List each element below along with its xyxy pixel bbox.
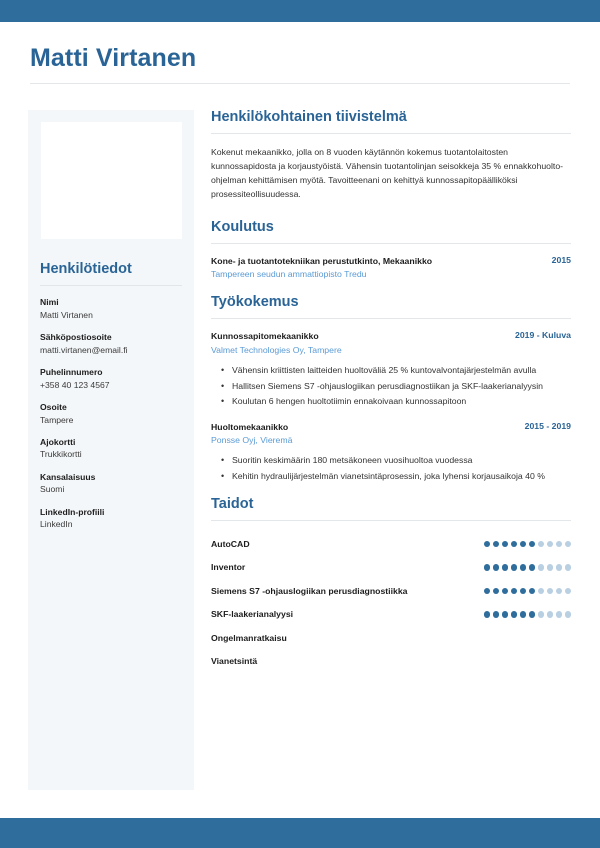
rating-dot-filled bbox=[520, 611, 526, 617]
experience-entry-header bbox=[211, 330, 571, 343]
rating-dot-empty bbox=[547, 564, 553, 570]
rating-dot-empty bbox=[547, 588, 553, 594]
name-block bbox=[30, 44, 570, 84]
personal-details-list bbox=[40, 296, 182, 530]
personal-detail-label: Ajokortti bbox=[40, 437, 76, 448]
rating-dot-filled bbox=[520, 588, 526, 594]
skill-row bbox=[211, 603, 571, 627]
experience-company: Valmet Technologies Oy, Tampere bbox=[211, 345, 342, 356]
experience-role: Kunnossapitomekaanikko bbox=[211, 331, 319, 342]
section-divider-experience bbox=[211, 318, 571, 319]
skill-rating-dots bbox=[484, 564, 571, 570]
skill-row bbox=[211, 532, 571, 556]
experience-bullet-list bbox=[211, 454, 571, 483]
experience-bullet: • Vähensin kriittisten laitteiden huoltoväliä 25 % kuntovalvontajärjestelmän avulla bbox=[232, 364, 571, 377]
rating-dot-filled bbox=[493, 541, 499, 547]
rating-dot-empty bbox=[565, 588, 571, 594]
skill-name: Inventor bbox=[211, 562, 246, 573]
rating-dot-filled bbox=[529, 588, 535, 594]
rating-dot-empty bbox=[556, 611, 562, 617]
personal-detail-item bbox=[40, 401, 182, 426]
personal-detail-label: Sähköpostiosoite bbox=[40, 332, 112, 343]
rating-dot-filled bbox=[520, 564, 526, 570]
section-title-experience: Työkokemus bbox=[211, 294, 299, 311]
experience-date: 2015 - 2019 bbox=[524, 420, 571, 431]
bottom-accent-bar bbox=[0, 818, 600, 848]
rating-dot-empty bbox=[538, 588, 544, 594]
rating-dot-empty bbox=[565, 611, 571, 617]
personal-detail-item bbox=[40, 436, 182, 461]
skill-name: Ongelmanratkaisu bbox=[211, 632, 287, 643]
skill-rating-dots bbox=[484, 611, 571, 617]
rating-dot-filled bbox=[511, 541, 517, 547]
section-divider-education bbox=[211, 243, 571, 244]
personal-detail-value: matti.virtanen@email.fi bbox=[40, 344, 128, 355]
personal-detail-value: Suomi bbox=[40, 484, 65, 495]
experience-entry bbox=[211, 421, 571, 484]
experience-entry bbox=[211, 330, 571, 408]
personal-detail-value: LinkedIn bbox=[40, 519, 73, 530]
personal-detail-label: LinkedIn-profiili bbox=[40, 506, 105, 517]
experience-entry-header bbox=[211, 421, 571, 434]
skill-name: Vianetsintä bbox=[211, 656, 258, 667]
rating-dot-filled bbox=[484, 611, 490, 617]
experience-date: 2019 - Kuluva bbox=[514, 330, 571, 341]
rating-dot-filled bbox=[502, 564, 508, 570]
rating-dot-filled bbox=[502, 588, 508, 594]
experience-bullet: • Koulutan 6 hengen huoltotiimin ennakoivaan kunnossapitoon bbox=[232, 395, 571, 408]
rating-dot-empty bbox=[556, 588, 562, 594]
rating-dot-empty bbox=[547, 541, 553, 547]
personal-detail-item bbox=[40, 366, 182, 391]
section-divider-summary bbox=[211, 133, 571, 134]
profile-photo-placeholder bbox=[41, 122, 182, 239]
skills-list bbox=[211, 532, 571, 673]
experience-entry-list bbox=[211, 330, 571, 483]
name-divider bbox=[30, 83, 570, 84]
sidebar-heading-divider bbox=[40, 285, 182, 286]
rating-dot-filled bbox=[520, 541, 526, 547]
summary-text: Kokenut mekaanikko, jolla on 8 vuoden käytännön kokemus tuotantolaitosten kunnossapidosta ja korjaustyöistä. Vähensin tuotantolinjan seisokkeja 35 % ennakkohuolto-ohjelman kehittämisen myötä. Tavoitteenani on kehittyä kunnossapitopäälliköksi prosessiteollisuudessa. bbox=[211, 147, 564, 200]
personal-detail-item bbox=[40, 506, 182, 531]
skill-row bbox=[211, 579, 571, 603]
rating-dot-empty bbox=[538, 564, 544, 570]
education-entry-header bbox=[211, 255, 571, 268]
rating-dot-filled bbox=[493, 564, 499, 570]
skill-name: AutoCAD bbox=[211, 538, 250, 549]
rating-dot-empty bbox=[565, 541, 571, 547]
top-accent-bar bbox=[0, 0, 600, 22]
rating-dot-empty bbox=[556, 564, 562, 570]
section-title-summary: Henkilökohtainen tiivistelmä bbox=[211, 109, 407, 125]
section-skills bbox=[211, 495, 571, 673]
personal-detail-value: Matti Virtanen bbox=[40, 309, 93, 320]
education-entry bbox=[211, 255, 571, 282]
experience-bullet: • Hallitsen Siemens S7 -ohjauslogiikan perusdiagnostiikan ja SKF-laakerianalyysin bbox=[232, 380, 571, 393]
personal-detail-item bbox=[40, 471, 182, 496]
personal-detail-item bbox=[40, 296, 182, 321]
experience-bullet: • Kehitin hydraulijärjestelmän vianetsintäprosessin, joka lyhensi korjausaikoja 40 % bbox=[232, 470, 571, 483]
personal-detail-label: Kansalaisuus bbox=[40, 471, 96, 482]
skill-rating-dots bbox=[484, 588, 571, 594]
education-school: Tampereen seudun ammattiopisto Tredu bbox=[211, 269, 367, 280]
education-entry-list bbox=[211, 255, 571, 282]
personal-detail-item bbox=[40, 331, 182, 356]
skill-row bbox=[211, 650, 571, 674]
rating-dot-filled bbox=[529, 541, 535, 547]
personal-detail-label: Osoite bbox=[40, 402, 67, 413]
rating-dot-filled bbox=[502, 541, 508, 547]
rating-dot-filled bbox=[511, 588, 517, 594]
education-date: 2015 bbox=[551, 254, 571, 265]
rating-dot-filled bbox=[511, 564, 517, 570]
personal-detail-value: Trukkikortti bbox=[40, 449, 82, 460]
personal-detail-label: Puhelinnumero bbox=[40, 367, 103, 378]
experience-bullet: • Suoritin keskimäärin 180 metsäkoneen vuosihuoltoa vuodessa bbox=[232, 454, 571, 467]
rating-dot-empty bbox=[538, 611, 544, 617]
rating-dot-filled bbox=[529, 611, 535, 617]
rating-dot-filled bbox=[493, 588, 499, 594]
skill-name: SKF-laakerianalyysi bbox=[211, 609, 294, 620]
skill-row bbox=[211, 556, 571, 580]
rating-dot-filled bbox=[511, 611, 517, 617]
skill-row bbox=[211, 626, 571, 650]
experience-company: Ponsse Oyj, Vieremä bbox=[211, 435, 293, 446]
rating-dot-filled bbox=[484, 588, 490, 594]
rating-dot-filled bbox=[484, 564, 490, 570]
section-divider-skills bbox=[211, 520, 571, 521]
rating-dot-empty bbox=[538, 541, 544, 547]
main-column bbox=[211, 108, 571, 677]
skill-name: Siemens S7 -ohjauslogiikan perusdiagnostiikka bbox=[211, 585, 408, 596]
section-title-skills: Taidot bbox=[211, 496, 254, 513]
rating-dot-filled bbox=[484, 541, 490, 547]
experience-role: Huoltomekaanikko bbox=[211, 421, 289, 432]
education-degree: Kone- ja tuotantotekniikan perustutkinto, Mekaanikko bbox=[211, 255, 433, 266]
rating-dot-empty bbox=[565, 564, 571, 570]
section-experience bbox=[211, 293, 571, 483]
section-education bbox=[211, 218, 571, 282]
experience-bullet-list bbox=[211, 364, 571, 408]
rating-dot-filled bbox=[502, 611, 508, 617]
skill-rating-dots bbox=[484, 541, 571, 547]
page-title: Matti Virtanen bbox=[30, 44, 197, 72]
rating-dot-filled bbox=[493, 611, 499, 617]
personal-detail-label: Nimi bbox=[40, 297, 59, 308]
section-title-education: Koulutus bbox=[211, 218, 274, 235]
personal-detail-value: +358 40 123 4567 bbox=[40, 379, 110, 390]
rating-dot-filled bbox=[529, 564, 535, 570]
sidebar-panel bbox=[28, 110, 194, 790]
rating-dot-empty bbox=[556, 541, 562, 547]
personal-detail-value: Tampere bbox=[40, 414, 74, 425]
rating-dot-empty bbox=[547, 611, 553, 617]
sidebar-heading-personal-details: Henkilötiedot bbox=[40, 261, 132, 277]
section-summary bbox=[211, 108, 571, 202]
